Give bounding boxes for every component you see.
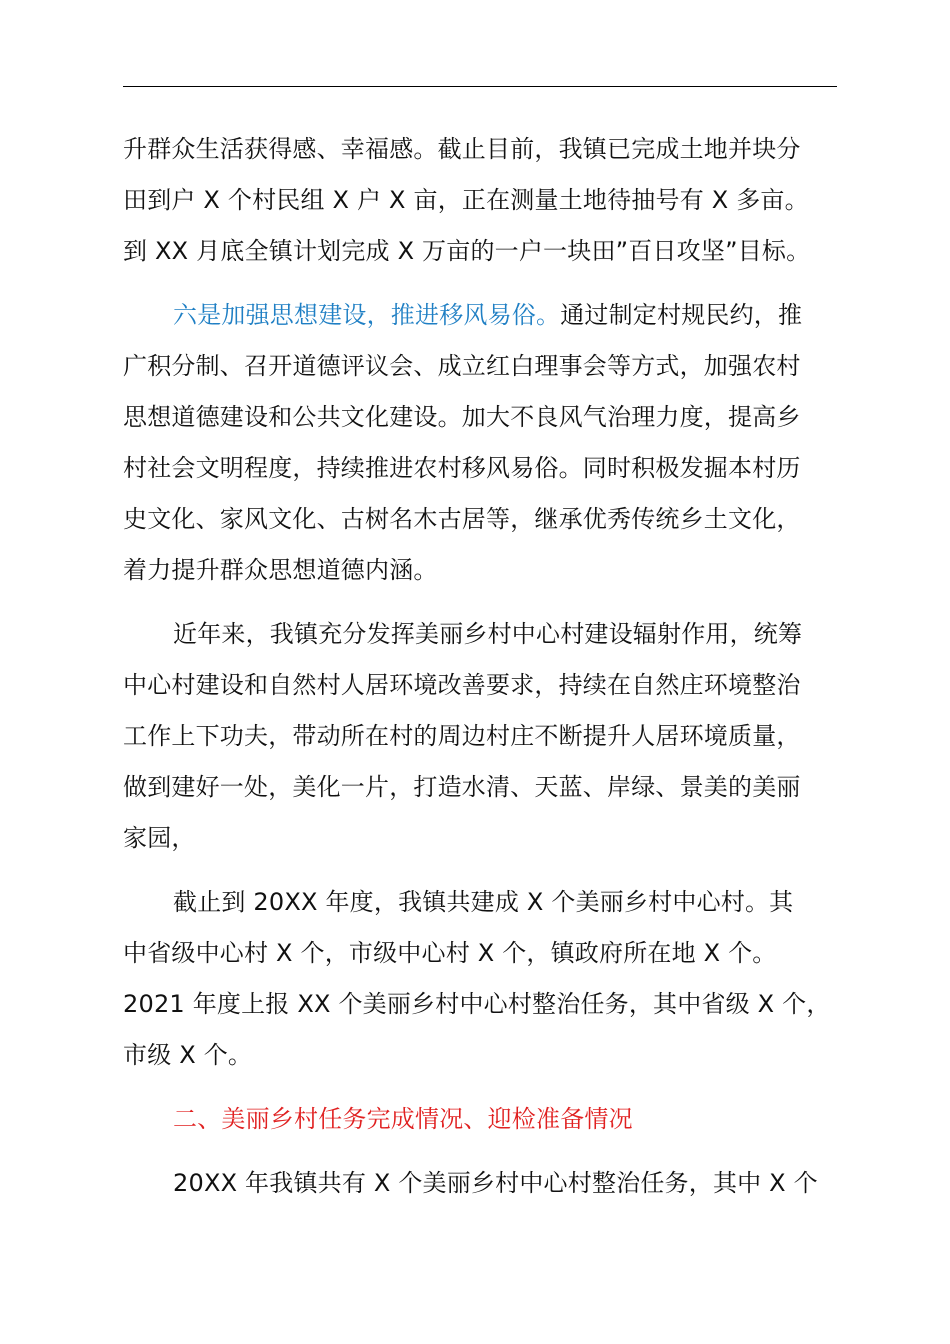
- text-line: 史文化、家风文化、古树名木古居等，继承优秀传统乡土文化，: [123, 505, 801, 533]
- document-body: [123, 124, 863, 1209]
- text-line: 做到建好一处，美化一片，打造水清、天蓝、岸绿、景美的美丽: [123, 773, 801, 801]
- text-line: 中心村建设和自然村人居环境改善要求，持续在自然庄环境整治: [123, 671, 801, 699]
- paragraph-gap: [123, 277, 863, 290]
- paragraph-1: [123, 124, 863, 277]
- text-line: [123, 290, 863, 341]
- text-line: 家园，: [123, 824, 196, 852]
- text-line: 广积分制、召开道德评议会、成立红白理事会等方式，加强农村: [123, 352, 801, 380]
- paragraph-2-first-line-rest: 通过制定村规民约，推: [560, 301, 803, 329]
- text-line: 中省级中心村 X 个，市级中心村 X 个，镇政府所在地 X 个。: [123, 939, 777, 967]
- paragraph-2: [123, 290, 863, 596]
- paragraph-2-heading: 六是加强思想建设，推进移风易俗。: [173, 301, 561, 329]
- text-line: 2021 年度上报 XX 个美丽乡村中心村整治任务，其中省级 X 个，: [123, 990, 831, 1018]
- paragraph-gap: [123, 596, 863, 609]
- text-line: 思想道德建设和公共文化建设。加大不良风气治理力度，提高乡: [123, 403, 801, 431]
- section-heading: [123, 1094, 863, 1145]
- text-line: 近年来，我镇充分发挥美丽乡村中心村建设辐射作用，统筹: [173, 620, 803, 648]
- section-heading-text: 二、美丽乡村任务完成情况、迎检准备情况: [173, 1105, 633, 1133]
- text-line: 田到户 X 个村民组 X 户 X 亩，正在测量土地待抽号有 X 多亩。: [123, 186, 809, 214]
- text-line: 工作上下功夫，带动所在村的周边村庄不断提升人居环境质量，: [123, 722, 801, 750]
- text-line: 到 XX 月底全镇计划完成 X 万亩的一户一块田”百日攻坚”目标。: [123, 237, 811, 265]
- paragraph-3: [123, 609, 863, 864]
- paragraph-gap: [123, 1081, 863, 1094]
- paragraph-4: [123, 877, 863, 1081]
- paragraph-gap: [123, 864, 863, 877]
- paragraph-5: [123, 1158, 863, 1209]
- text-line: 升群众生活获得感、幸福感。截止目前，我镇已完成土地并块分: [123, 135, 801, 163]
- paragraph-gap: [123, 1145, 863, 1158]
- text-line: 村社会文明程度，持续推进农村移风易俗。同时积极发掘本村历: [123, 454, 801, 482]
- text-line: 市级 X 个。: [123, 1041, 253, 1069]
- text-line: 20XX 年我镇共有 X 个美丽乡村中心村整治任务，其中 X 个: [173, 1169, 818, 1197]
- text-line: 着力提升群众思想道德内涵。: [123, 556, 438, 584]
- header-rule: [123, 86, 837, 87]
- text-line: 截止到 20XX 年度，我镇共建成 X 个美丽乡村中心村。其: [173, 888, 794, 916]
